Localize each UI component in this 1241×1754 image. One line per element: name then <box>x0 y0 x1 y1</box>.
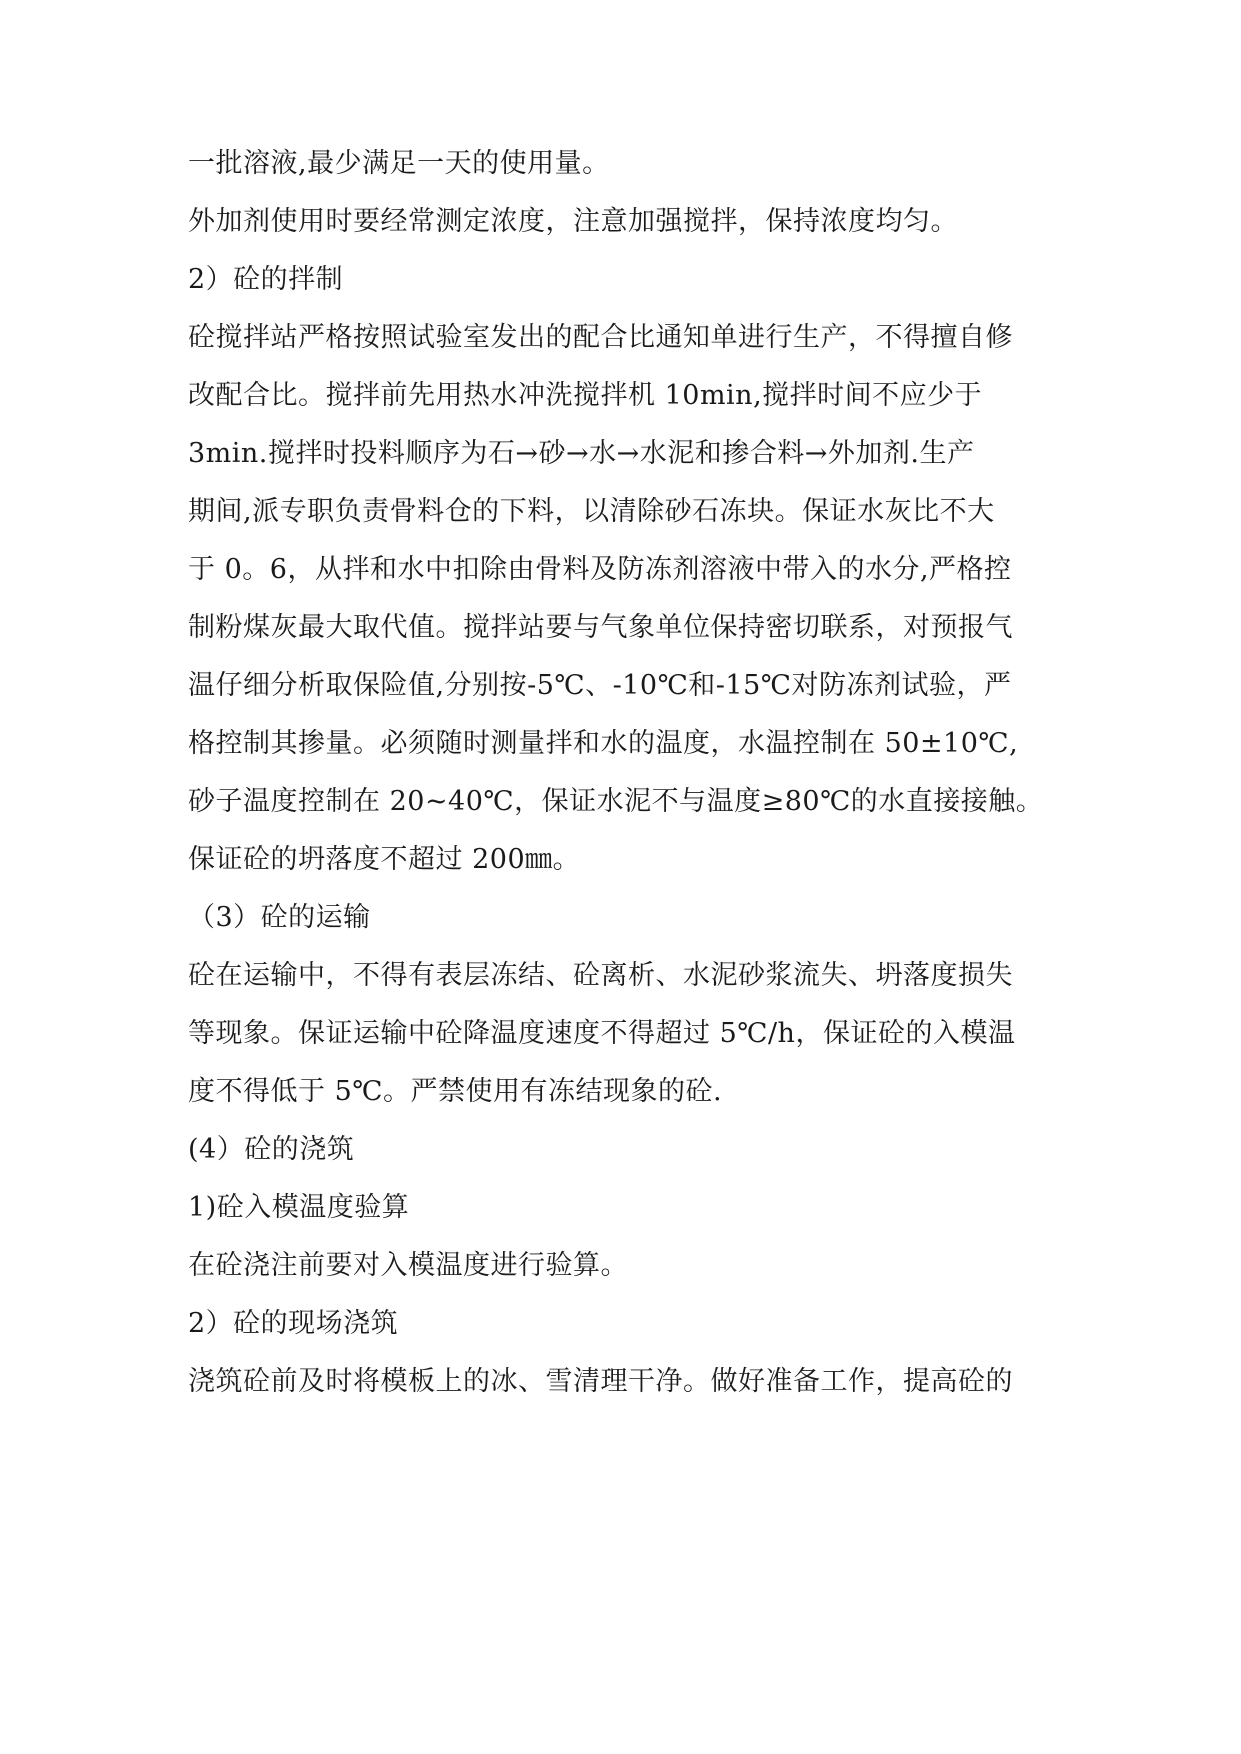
text-line: 砂子温度控制在 20~40℃，保证水泥不与温度≥80℃的水直接接触。 <box>188 786 1044 817</box>
text-line: 格控制其掺量。必须随时测量拌和水的温度，水温控制在 50±10℃, <box>188 728 1019 759</box>
text-line: 于 0。6，从拌和水中扣除由骨料及防冻剂溶液中带入的水分,严格控 <box>188 554 1012 585</box>
text-line: 等现象。保证运输中砼降温度速度不得超过 5℃/h，保证砼的入模温 <box>188 1018 1016 1049</box>
text-line: 砼在运输中，不得有表层冻结、砼离析、水泥砂浆流失、坍落度损失 <box>188 960 1013 991</box>
text-line: 2）砼的拌制 <box>188 264 344 295</box>
text-line: 砼搅拌站严格按照试验室发出的配合比通知单进行生产，不得擅自修 <box>188 322 1013 353</box>
text-line: 在砼浇注前要对入模温度进行验算。 <box>188 1250 628 1281</box>
text-line: 浇筑砼前及时将模板上的冰、雪清理干净。做好准备工作，提高砼的 <box>188 1366 1013 1397</box>
text-line: 度不得低于 5℃。严禁使用有冻结现象的砼. <box>188 1076 723 1107</box>
section-heading: （3）砼的运输 <box>188 902 371 933</box>
text-line: 2）砼的现场浇筑 <box>188 1308 399 1339</box>
text-line: 温仔细分析取保险值,分别按-5℃、-10℃和-15℃对防冻剂试验，严 <box>188 670 1012 701</box>
text-line: 3min.搅拌时投料顺序为石→砂→水→水泥和掺合料→外加剂.生产 <box>188 438 975 469</box>
text-line: 一批溶液,最少满足一天的使用量。 <box>188 148 610 179</box>
text-line: 保证砼的坍落度不超过 200㎜。 <box>188 844 581 875</box>
section-heading: (4）砼的浇筑 <box>188 1134 355 1165</box>
text-line: 期间,派专职负责骨料仓的下料，以清除砂石冻块。保证水灰比不大 <box>188 496 995 527</box>
text-line: 1)砼入模温度验算 <box>188 1192 410 1223</box>
text-line: 改配合比。搅拌前先用热水冲洗搅拌机 10min,搅拌时间不应少于 <box>188 380 983 411</box>
text-line: 制粉煤灰最大取代值。搅拌站要与气象单位保持密切联系，对预报气 <box>188 612 1013 643</box>
text-line: 外加剂使用时要经常测定浓度，注意加强搅拌，保持浓度均匀。 <box>188 206 958 237</box>
